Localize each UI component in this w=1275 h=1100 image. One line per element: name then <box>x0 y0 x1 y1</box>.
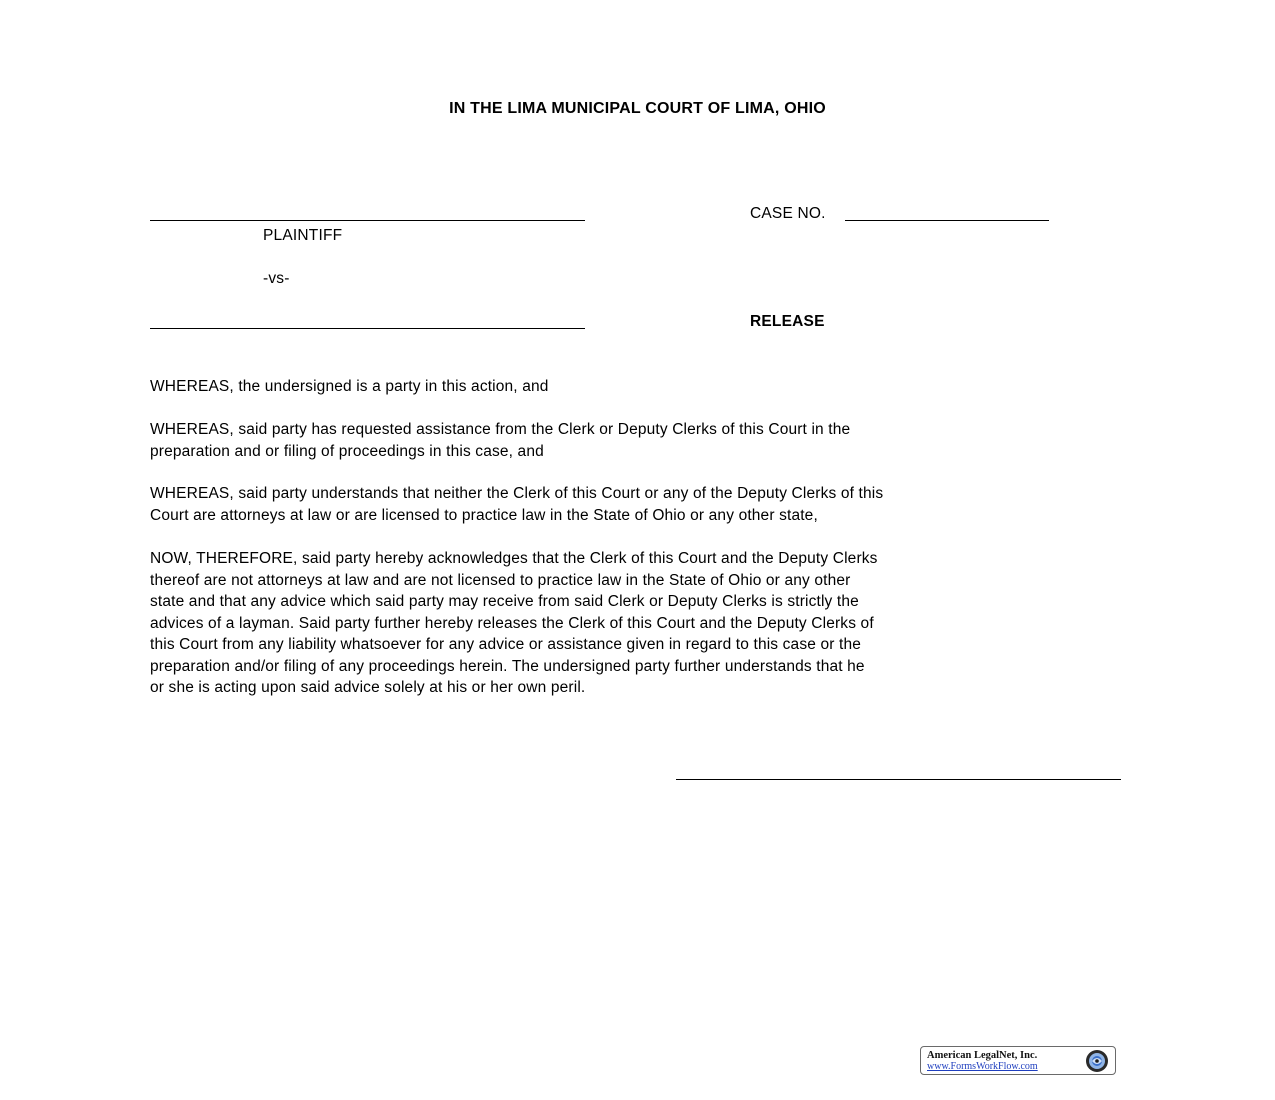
court-title: IN THE LIMA MUNICIPAL COURT OF LIMA, OHIO <box>449 100 826 117</box>
whereas-paragraph-1 <box>150 376 1135 398</box>
text-line: Court are attorneys at law or are licensed to practice law in the State of Ohio or any other state, <box>150 506 818 524</box>
versus-label: -vs- <box>263 270 290 287</box>
text-line: NOW, THEREFORE, said party hereby acknowledges that the Clerk of this Court and the Deputy Clerks <box>150 550 878 567</box>
plaintiff-name-line <box>150 220 585 221</box>
text-line: state and that any advice which said party may receive from said Clerk or Deputy Clerks is strictly the <box>150 593 859 610</box>
defendant-name-line <box>150 328 585 329</box>
text-line: thereof are not attorneys at law and are not licensed to practice law in the State of Ohio or any other <box>150 571 851 589</box>
text-line: advices of a layman. Said party further hereby releases the Clerk of this Court and the Deputy Clerks of <box>150 614 874 632</box>
now-therefore-paragraph <box>150 548 1135 699</box>
company-name: American LegalNet, Inc. <box>927 1050 1038 1061</box>
whereas-paragraph-2 <box>150 419 1135 462</box>
text-line: this Court from any liability whatsoever for any advice or assistance given in regard to this case or the <box>150 636 861 653</box>
release-heading: RELEASE <box>750 313 825 330</box>
case-no-line <box>845 220 1049 221</box>
whereas-paragraph-3 <box>150 483 1135 526</box>
text-line: preparation and or filing of proceedings in this case, and <box>150 442 544 460</box>
text-line: WHEREAS, said party understands that neither the Clerk of this Court or any of the Deputy Clerks of this <box>150 485 884 502</box>
text-line: or she is acting upon said advice solely at his or her own peril. <box>150 679 586 696</box>
american-legalnet-badge[interactable] <box>920 1046 1116 1075</box>
text-line: preparation and/or filing of any proceedings herein. The undersigned party further understands that he <box>150 657 865 675</box>
text-line: WHEREAS, said party has requested assistance from the Clerk or Deputy Clerks of this Court in the <box>150 421 851 438</box>
text-line: WHEREAS, the undersigned is a party in this action, and <box>150 378 549 395</box>
website-link[interactable]: www.FormsWorkFlow.com <box>927 1061 1038 1072</box>
plaintiff-label: PLAINTIFF <box>263 227 343 244</box>
globe-logo-icon <box>1080 1048 1112 1074</box>
signature-line <box>676 779 1121 780</box>
case-no-label: CASE NO. <box>750 205 826 222</box>
